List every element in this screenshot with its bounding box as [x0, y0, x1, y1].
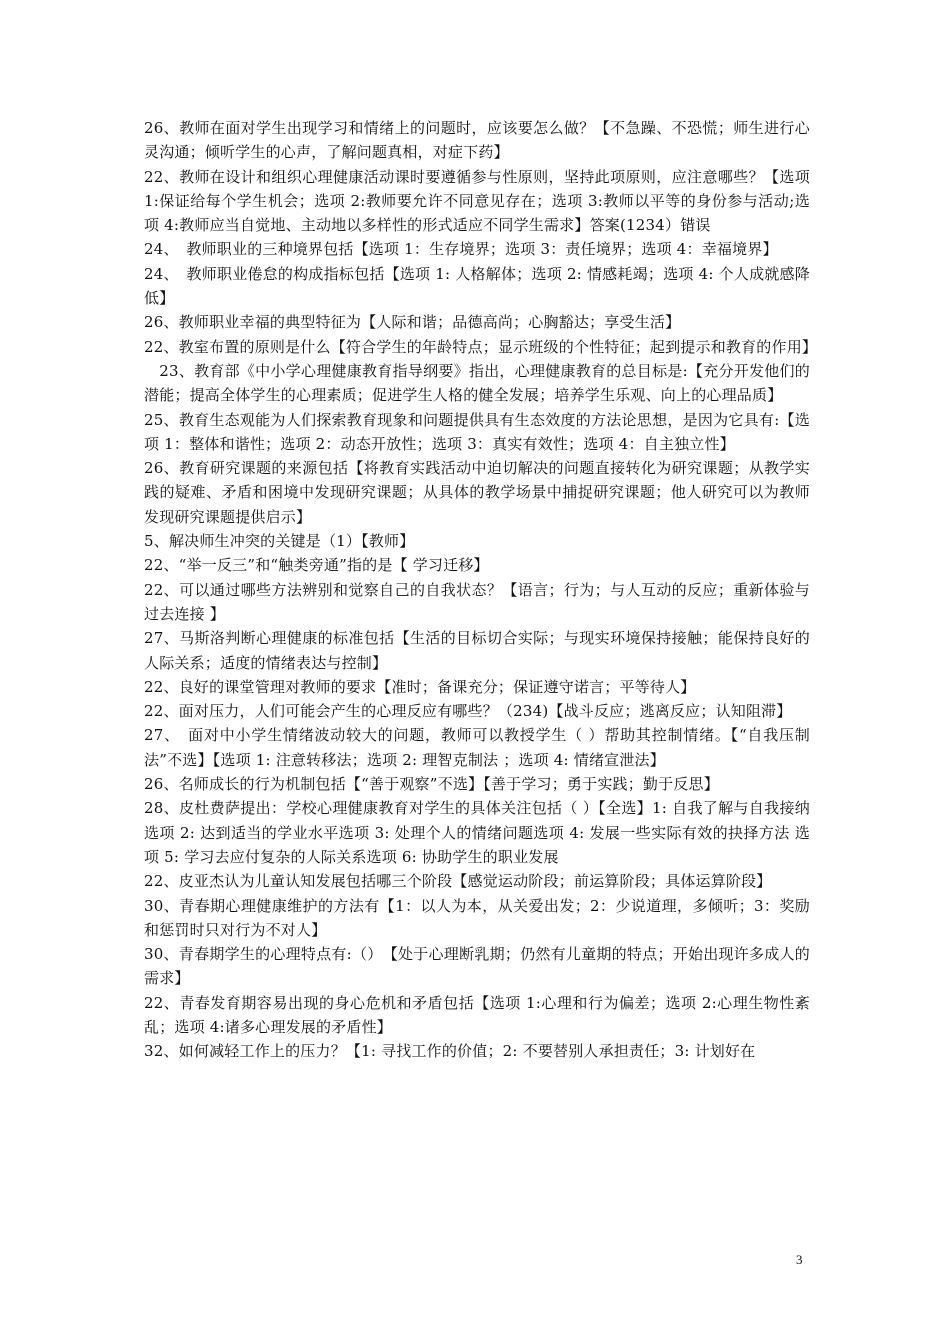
- list-item: 25、教育生态观能为人们探索教育现象和问题提供具有生态效度的方法论思想，是因为它具有:【选项 1：整体和谐性；选项 2：动态开放性；选项 3：真实有效性；选项 4：自主独立性】: [144, 410, 810, 453]
- list-item: 22、教室布置的原则是什么【符合学生的年龄特点；显示班级的个性特征；起到提示和教育的作用】: [144, 337, 818, 356]
- list-item: 26、教育研究课题的来源包括【将教育实践活动中迫切解决的问题直接转化为研究课题；从教学实践的疑难、矛盾和困境中发现研究课题；从具体的教学场景中捕捉研究课题；他人研究可以为教师发现研究课题提供启示】: [144, 459, 810, 526]
- list-item: 32、如何减轻工作上的压力？【1: 寻找工作的价值；2: 不要替别人承担责任；3: 计划好在: [144, 1042, 756, 1061]
- document-body: [144, 116, 818, 1064]
- list-item: 22、皮亚杰认为儿童认知发展包括哪三个阶段【感觉运动阶段；前运算阶段；具体运算阶段】: [144, 872, 772, 891]
- list-item: 26、教师职业幸福的典型特征为【人际和谐；品德高尚；心胸豁达；享受生活】: [144, 313, 681, 332]
- page-number: 3: [796, 1252, 803, 1267]
- list-item: 22、教师在设计和组织心理健康活动课时要遵循参与性原则，坚持此项原则，应注意哪些？【选项 1:保证给每个学生机会；选项 2:教师要允许不同意见存在；选项 3:教师以平等的身份参与活动;选项 4:教师应当自觉地、主动地以多样性的形式适应不同学生需求】答案(1234）错误: [144, 167, 810, 235]
- list-item: 5、解决师生冲突的关键是（1）【教师】: [144, 532, 415, 551]
- list-item: 30、青春期学生的心理特点有:（） 【处于心理断乳期；仍然有儿童期的特点；开始出现许多成人的需求】: [144, 945, 810, 988]
- list-item: 30、青春期心理健康维护的方法有【1：以人为本，从关爱出发；2：少说道理，多倾听；3：奖励和惩罚时只对行为不对人】: [144, 896, 810, 939]
- list-item: 26、名师成长的行为机制包括【“善于观察”不选】【善于学习；勇于实践；勤于反思】: [144, 775, 719, 794]
- list-item: 22、面对压力，人们可能会产生的心理反应有哪些？（234)【战斗反应；逃离反应；认知阻滞】: [144, 702, 792, 721]
- list-item: 22、“举一反三”和“触类旁通”指的是【 学习迁移】: [144, 556, 489, 575]
- list-item: 27、 面对中小学生情绪波动较大的问题，教师可以教授学生（ ）帮助其控制情绪。【“自我压制法”不选】【选项 1: 注意转移法；选项 2: 理智克制法 ；选项 4: 情绪宣泄法】: [144, 726, 810, 769]
- list-item: 22、良好的课堂管理对教师的要求【准时；备课充分；保证遵守诺言；平等待人】: [144, 677, 696, 696]
- list-item: 24、 教师职业的三种境界包括【选项 1：生存境界；选项 3：责任境界；选项 4：幸福境界】: [144, 240, 778, 259]
- list-item: 28、皮杜费萨提出：学校心理健康教育对学生的具体关注包括（ ）【全选】1: 自我了解与自我接纳 选项 2: 达到适当的学业水平选项 3: 处理个人的情绪问题选项 4: 发展一些实际有效的抉择方法 选项 5: 学习去应付复杂的人际关系选项 6: 协助学生的职业发展: [144, 799, 810, 866]
- list-item: 22、青春发育期容易出现的身心危机和矛盾包括【选项 1:心理和行为偏差；选项 2:心理生物性紊乱；选项 4:诸多心理发展的矛盾性】: [144, 993, 810, 1036]
- list-item: 24、 教师职业倦怠的构成指标包括【选项 1: 人格解体；选项 2: 情感耗竭；选项 4: 个人成就感降低】: [144, 264, 810, 308]
- list-item: 23、教育部《中小学心理健康教育指导纲要》指出，心理健康教育的总目标是:【充分开发他们的潜能；提高全体学生的心理素质；促进学生人格的健全发展；培养学生乐观、向上的心理品质】: [144, 361, 810, 405]
- list-item: 22、可以通过哪些方法辨别和觉察自己的自我状态？【语言；行为；与人互动的反应；重新体验与过去连接 】: [144, 580, 810, 623]
- list-item: 26、教师在面对学生出现学习和情绪上的问题时，应该要怎么做？【不急躁、不恐慌；师生进行心灵沟通；倾听学生的心声，了解问题真相，对症下药】: [144, 119, 810, 162]
- list-item: 27、马斯洛判断心理健康的标准包括【生活的目标切合实际；与现实环境保持接触；能保持良好的人际关系；适度的情绪表达与控制】: [144, 629, 810, 672]
